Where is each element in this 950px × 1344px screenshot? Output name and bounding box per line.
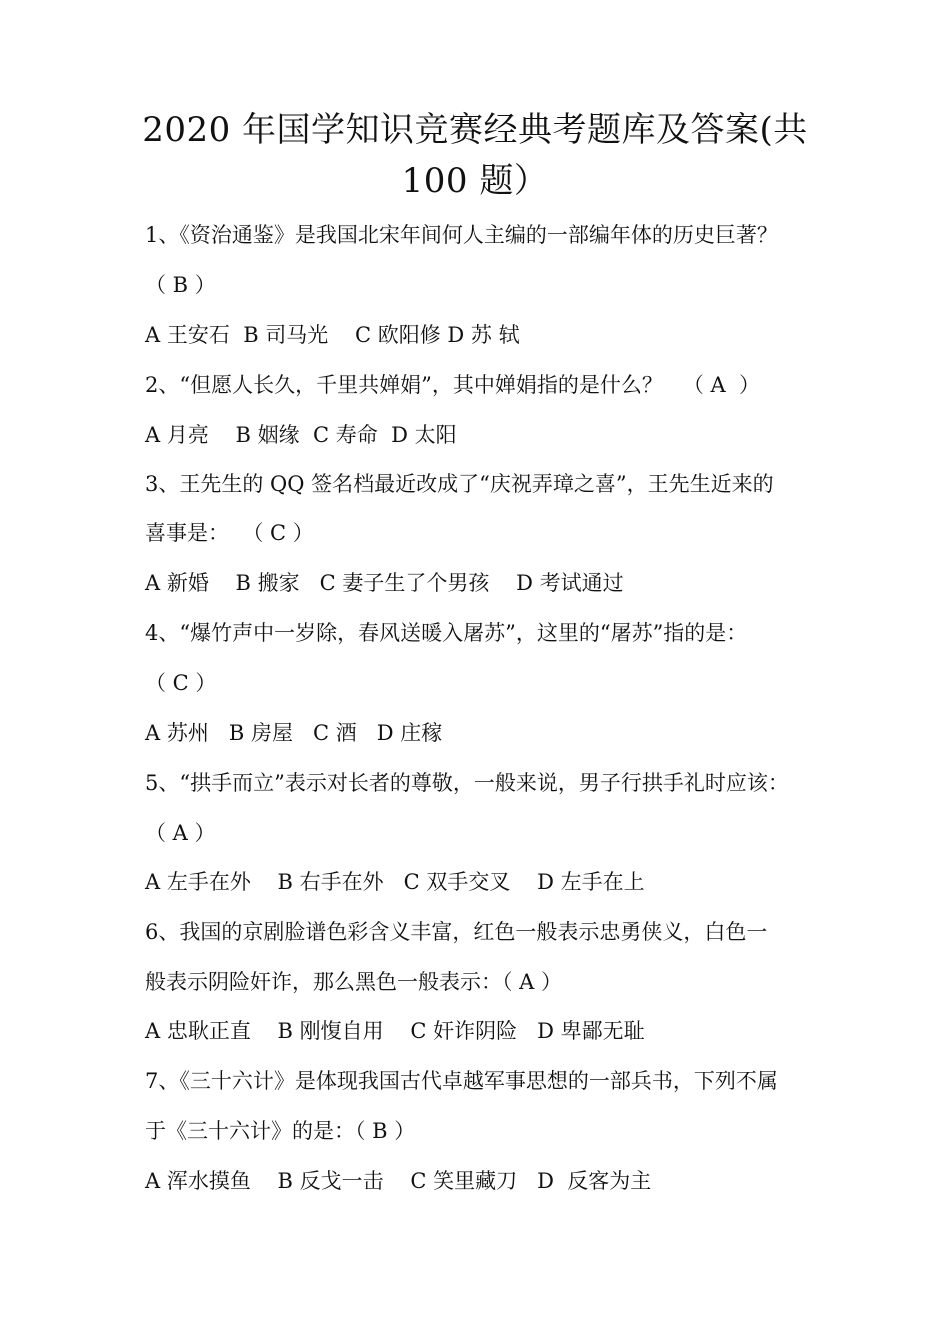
question-5-text: 5、“拱手而立”表示对长者的尊敬，一般来说，男子行拱手礼时应该：: [145, 771, 789, 795]
question-3-text-continued: 喜事是： （ C ）: [145, 521, 314, 545]
question-5-answer: （ A ）: [145, 821, 216, 845]
question-1-text: 1、《资治通鉴》是我国北宋年间何人主编的一部编年体的历史巨著？: [145, 223, 778, 247]
question-6-text-continued: 般表示阴险奸诈，那么黑色一般表示：（ A ）: [145, 970, 563, 994]
question-3-text: 3、王先生的 QQ 签名档最近改成了“庆祝弄璋之喜”，王先生近来的: [145, 472, 774, 496]
question-4-answer: （ C ）: [145, 671, 217, 695]
document-title-line-1: 2020 年国学知识竞赛经典考题库及答案(共: [142, 110, 808, 150]
question-1-options: A 王安石 B 司马光 C 欧阳修 D 苏 轼: [145, 323, 520, 347]
question-6-options: A 忠耿正直 B 刚愎自用 C 奸诈阴险 D 卑鄙无耻: [145, 1019, 645, 1043]
question-5-options: A 左手在外 B 右手在外 C 双手交叉 D 左手在上: [145, 870, 645, 894]
question-4-options: A 苏州 B 房屋 C 酒 D 庄稼: [145, 721, 443, 745]
question-2-text: 2、“但愿人长久，千里共婵娟”，其中婵娟指的是什么？ （ A ）: [145, 373, 761, 397]
question-7-text: 7、《三十六计》是体现我国古代卓越军事思想的一部兵书，下列不属: [145, 1069, 778, 1093]
document-title-line-2: 100 题）: [401, 161, 549, 201]
question-1-answer: （ B ）: [145, 273, 216, 297]
question-6-text: 6、我国的京剧脸谱色彩含义丰富，红色一般表示忠勇侠义，白色一: [145, 920, 768, 944]
question-7-options: A 浑水摸鱼 B 反戈一击 C 笑里藏刀 D 反客为主: [145, 1169, 652, 1193]
question-4-text: 4、“爆竹声中一岁除，春风送暖入屠苏”，这里的“屠苏”指的是：: [145, 621, 748, 645]
question-2-options: A 月亮 B 姻缘 C 寿命 D 太阳: [145, 423, 457, 447]
question-3-options: A 新婚 B 搬家 C 妻子生了个男孩 D 考试通过: [145, 571, 624, 595]
question-7-text-continued: 于《三十六计》的是：（ B ）: [145, 1119, 416, 1143]
